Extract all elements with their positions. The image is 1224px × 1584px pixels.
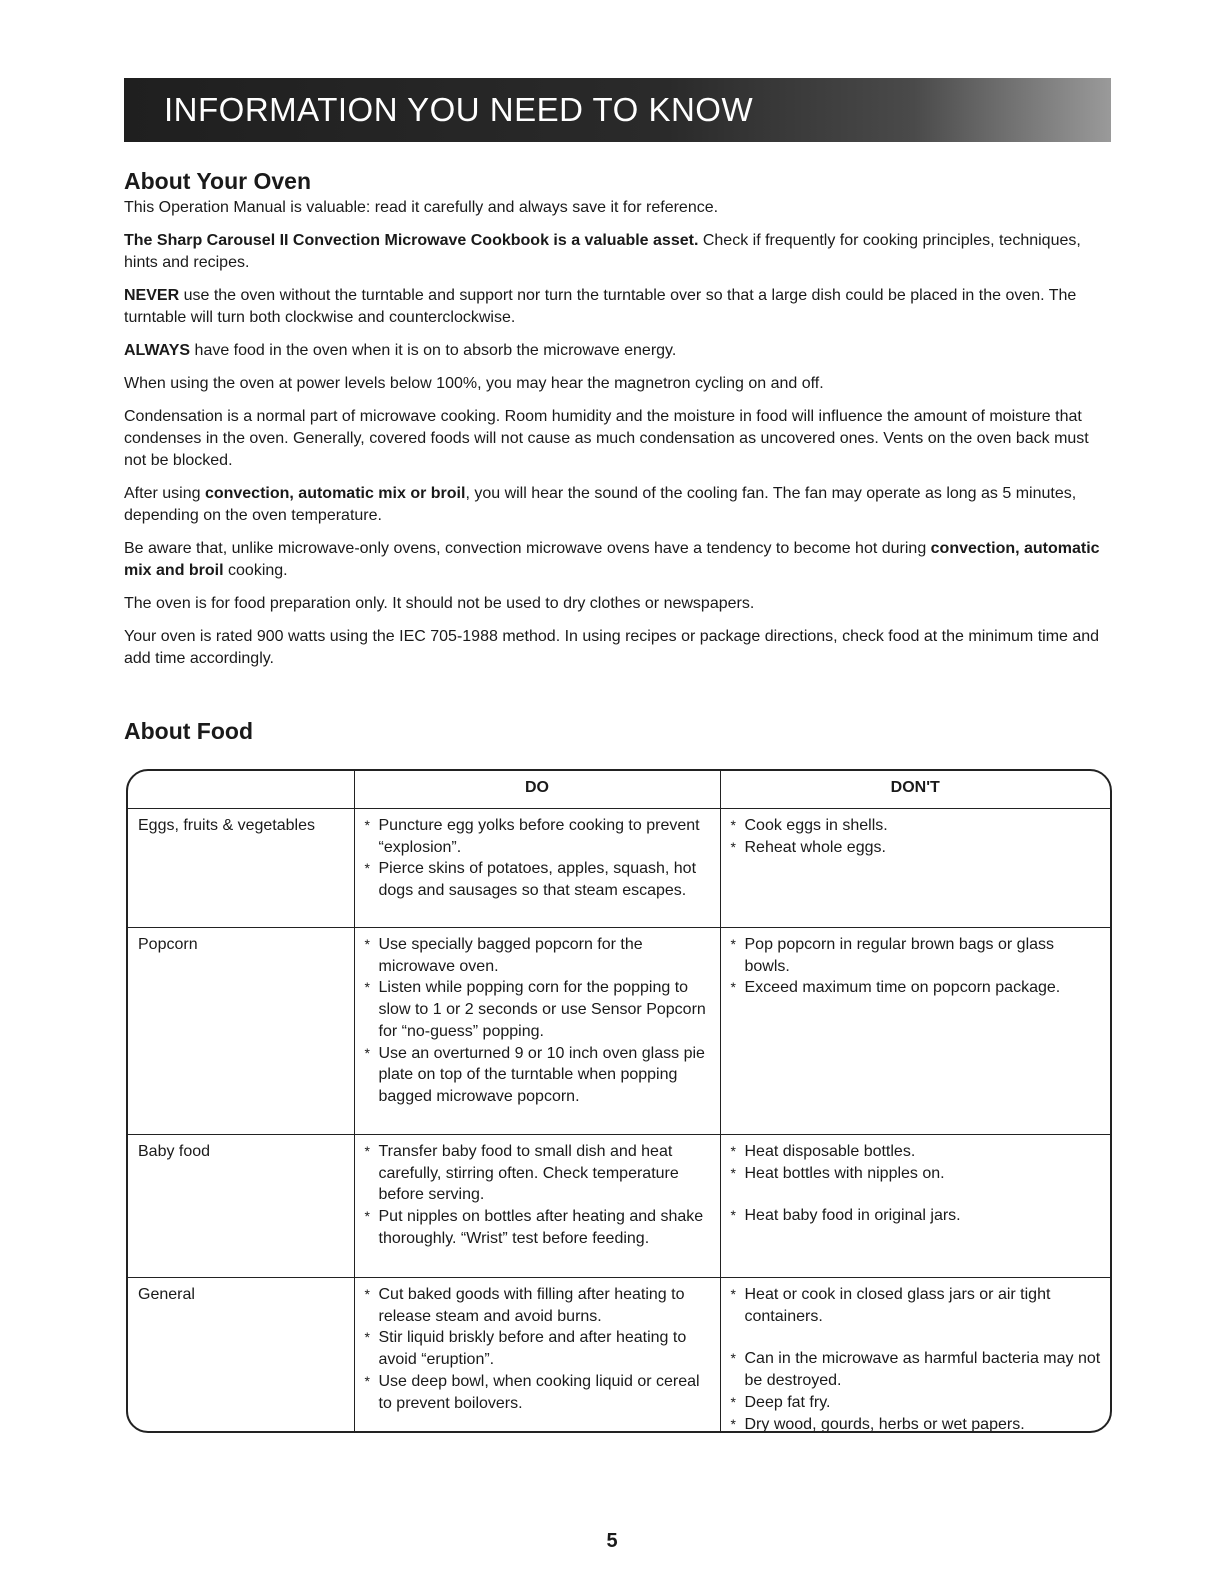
row-category: Eggs, fruits & vegetables [128, 809, 354, 928]
page-number: 5 [606, 1530, 618, 1552]
text-run: After using [124, 485, 205, 502]
do-list [365, 815, 712, 902]
table-row [128, 1278, 1110, 1434]
list-item: * Reheat whole eggs. [731, 837, 1103, 859]
paragraph [124, 340, 1114, 362]
list-item: * Put nipples on bottles after heating and shake thoroughly. “Wrist” test before feeding. [365, 1206, 712, 1249]
text-run: , you will hear the sound of the cooling fan. The fan may operate as long as 5 minutes, depending on the oven temperature. [124, 485, 1077, 524]
list-item: * Can in the microwave as harmful bacteria may not be destroyed. [731, 1348, 1103, 1391]
list-item: * Heat bottles with nipples on. [731, 1163, 1103, 1185]
table-row [128, 1135, 1110, 1278]
do-list [365, 1284, 712, 1414]
food-do-dont-table [126, 769, 1112, 1433]
bold-text: NEVER [124, 287, 180, 304]
header-dont: DON'T [720, 771, 1110, 809]
dont-list [731, 1141, 1103, 1227]
text-run: cooking. [223, 562, 288, 579]
list-item: * Heat or cook in closed glass jars or air tight containers. [731, 1284, 1103, 1327]
table-row [128, 928, 1110, 1135]
list-item: * Pop popcorn in regular brown bags or glass bowls. [731, 934, 1103, 977]
dont-cell [720, 809, 1110, 928]
list-item: * Dry wood, gourds, herbs or wet papers. [731, 1414, 1103, 1433]
do-cell [354, 928, 720, 1135]
dont-list [731, 1284, 1103, 1433]
text-run: have food in the oven when it is on to absorb the microwave energy. [190, 342, 677, 359]
text-run: use the oven without the turntable and support nor turn the turntable over so that a large dish could be placed in the oven. The turntable will turn both clockwise and counterclockwise. [124, 287, 1077, 326]
paragraph [124, 406, 1114, 472]
list-item: * Use an overturned 9 or 10 inch oven glass pie plate on top of the turntable when popping bagged microwave popcorn. [365, 1043, 712, 1108]
paragraph [124, 538, 1114, 582]
list-item: * Cook eggs in shells. [731, 815, 1103, 837]
paragraph [124, 626, 1114, 670]
banner-title: INFORMATION YOU NEED TO KNOW [164, 91, 754, 128]
paragraph [124, 285, 1114, 329]
list-item: * Deep fat fry. [731, 1392, 1103, 1414]
text-run: Condensation is a normal part of microwave cooking. Room humidity and the moisture in food will influence the amount of moisture that condenses in the oven. Generally, covered foods will not cause as much condensation as uncovered ones. Vents on the oven back must not be blocked. [124, 408, 1089, 469]
dont-list [731, 815, 1103, 858]
list-item: * Heat baby food in original jars. [731, 1205, 1103, 1227]
paragraph [124, 483, 1114, 527]
row-category: Baby food [128, 1135, 354, 1278]
bold-text: convection, automatic mix or broil [204, 485, 466, 502]
text-run: This Operation Manual is valuable: read it carefully and always save it for reference. [124, 199, 719, 216]
paragraph [124, 197, 1114, 219]
paragraph [124, 230, 1114, 274]
do-cell [354, 809, 720, 928]
dont-list [731, 934, 1103, 999]
text-run: When using the oven at power levels below 100%, you may hear the magnetron cycling on and off. [124, 375, 824, 392]
dont-cell [720, 928, 1110, 1135]
dont-cell [720, 1135, 1110, 1278]
list-item: * Puncture egg yolks before cooking to prevent “explosion”. [365, 815, 712, 858]
paragraph [124, 373, 1114, 395]
table-row [128, 809, 1110, 928]
about-oven-text [124, 197, 1114, 681]
text-run: Your oven is rated 900 watts using the IEC 705-1988 method. In using recipes or package directions, check food at the minimum time and add time accordingly. [124, 628, 1100, 667]
text-run: The oven is for food preparation only. It should not be used to dry clothes or newspapers. [124, 595, 755, 612]
header-category [128, 771, 354, 809]
about-food-heading: About Food [124, 718, 254, 744]
section-banner [124, 78, 1111, 142]
about-oven-heading: About Your Oven [124, 168, 311, 194]
list-item: * Use specially bagged popcorn for the microwave oven. [365, 934, 712, 977]
list-item: * Heat disposable bottles. [731, 1141, 1103, 1163]
do-cell [354, 1278, 720, 1434]
do-list [365, 1141, 712, 1250]
dont-cell [720, 1278, 1110, 1434]
header-do: DO [354, 771, 720, 809]
list-item: * Pierce skins of potatoes, apples, squash, hot dogs and sausages so that steam escapes. [365, 858, 712, 901]
text-run: Check if frequently for cooking principles, techniques, hints and recipes. [124, 232, 1081, 271]
list-item: * Cut baked goods with filling after heating to release steam and avoid burns. [365, 1284, 712, 1327]
bold-text: The Sharp Carousel II Convection Microwave Cookbook is a valuable asset. [124, 232, 699, 249]
text-run: Be aware that, unlike microwave-only ovens, convection microwave ovens have a tendency to become hot during [124, 540, 931, 557]
row-category: General [128, 1278, 354, 1434]
list-item: * Listen while popping corn for the popping to slow to 1 or 2 seconds or use Sensor Popcorn for “no-guess” popping. [365, 977, 712, 1042]
list-item: * Exceed maximum time on popcorn package. [731, 977, 1103, 999]
table-header-row [128, 771, 1110, 809]
paragraph [124, 593, 1114, 615]
list-item: * Use deep bowl, when cooking liquid or cereal to prevent boilovers. [365, 1371, 712, 1414]
bold-text: ALWAYS [124, 342, 191, 359]
do-list [365, 934, 712, 1108]
list-item: * Stir liquid briskly before and after heating to avoid “eruption”. [365, 1327, 712, 1370]
bold-text: convection, automatic mix and broil [124, 540, 1100, 579]
list-item: * Transfer baby food to small dish and heat carefully, stirring often. Check temperature before serving. [365, 1141, 712, 1206]
do-cell [354, 1135, 720, 1278]
row-category: Popcorn [128, 928, 354, 1135]
